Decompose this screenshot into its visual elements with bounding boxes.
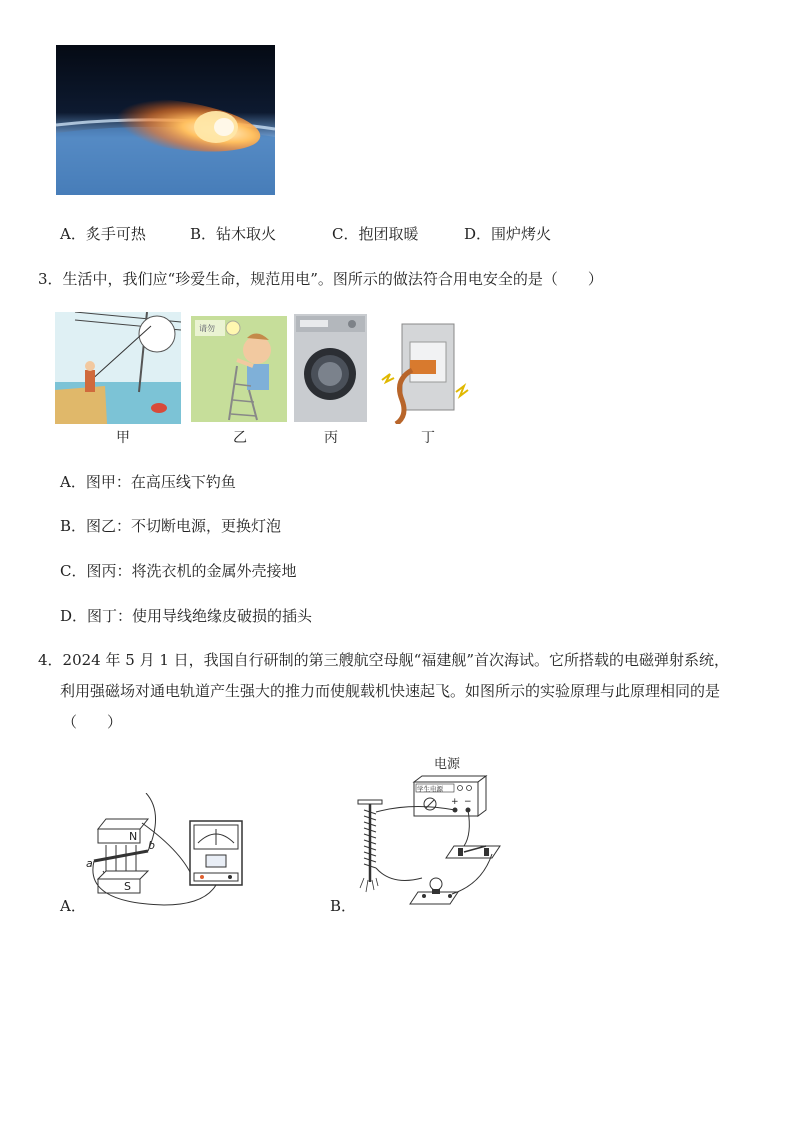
- fig-label-jia: 甲: [116, 430, 130, 446]
- fig-b-power-label: 电源: [434, 757, 461, 772]
- fig-jia-fishing: [55, 312, 181, 424]
- fig-label-ding: 丁: [421, 430, 435, 446]
- q4-stem-line1: 4．2024 年 5 月 1 日，我国自行研制的第三艘航空母舰“福建舰”首次海试。它所搭载的电磁弹射系统，: [38, 651, 729, 669]
- fig-b-plus: +: [451, 797, 459, 807]
- q2-option-d: D．围炉烤火: [464, 225, 552, 243]
- q2-options: [60, 224, 551, 244]
- q3-option-c: C．图丙：将洗衣机的金属外壳接地: [60, 562, 297, 580]
- reentry-capsule-image: [56, 45, 275, 195]
- q4-stem-line3: （ ）: [62, 713, 123, 731]
- fig-b-panel-label: 学生电源: [417, 785, 443, 793]
- q2-option-b: B．钻木取火: [190, 225, 277, 243]
- fig-b-electromagnet-circuit: [352, 774, 502, 906]
- fig-a-label-n: N: [129, 830, 138, 843]
- q2-option-a: A．炙手可热: [60, 225, 146, 243]
- q4-stem-line2: 利用强磁场对通电轨道产生强大的推力而使舰载机快速起飞。如图所示的实验原理与此原理相同的是: [60, 682, 721, 700]
- q2-option-c: C．抱团取暖: [332, 225, 419, 243]
- q4-option-b-label: B．: [330, 897, 357, 915]
- fig-label-yi: 乙: [233, 430, 247, 446]
- fig-yi-bulb: [191, 316, 287, 422]
- q3-option-d: D．图丁：使用导线绝缘皮破损的插头: [60, 607, 313, 625]
- q3-stem: 3．生活中，我们应“珍爱生命，规范用电”。图所示的做法符合用电安全的是（ ）: [38, 270, 603, 288]
- fig-ding-damaged-plug: [374, 320, 470, 424]
- fig-a-label-b: b: [148, 839, 155, 852]
- q4-option-a-label: A．: [60, 897, 86, 915]
- fig-a-label-s: S: [124, 880, 131, 893]
- fig-b-minus: −: [464, 797, 472, 807]
- fig-label-bing: 丙: [324, 430, 338, 446]
- fig-a-magnet-galvanometer: [84, 793, 248, 911]
- q3-option-b: B．图乙：不切断电源，更换灯泡: [60, 517, 282, 535]
- fig-bing-washing-machine: [294, 314, 367, 422]
- fig-yi-sign: 请勿: [199, 324, 215, 333]
- fig-a-label-a: a: [86, 857, 93, 870]
- q3-option-a: A．图甲：在高压线下钓鱼: [60, 473, 236, 491]
